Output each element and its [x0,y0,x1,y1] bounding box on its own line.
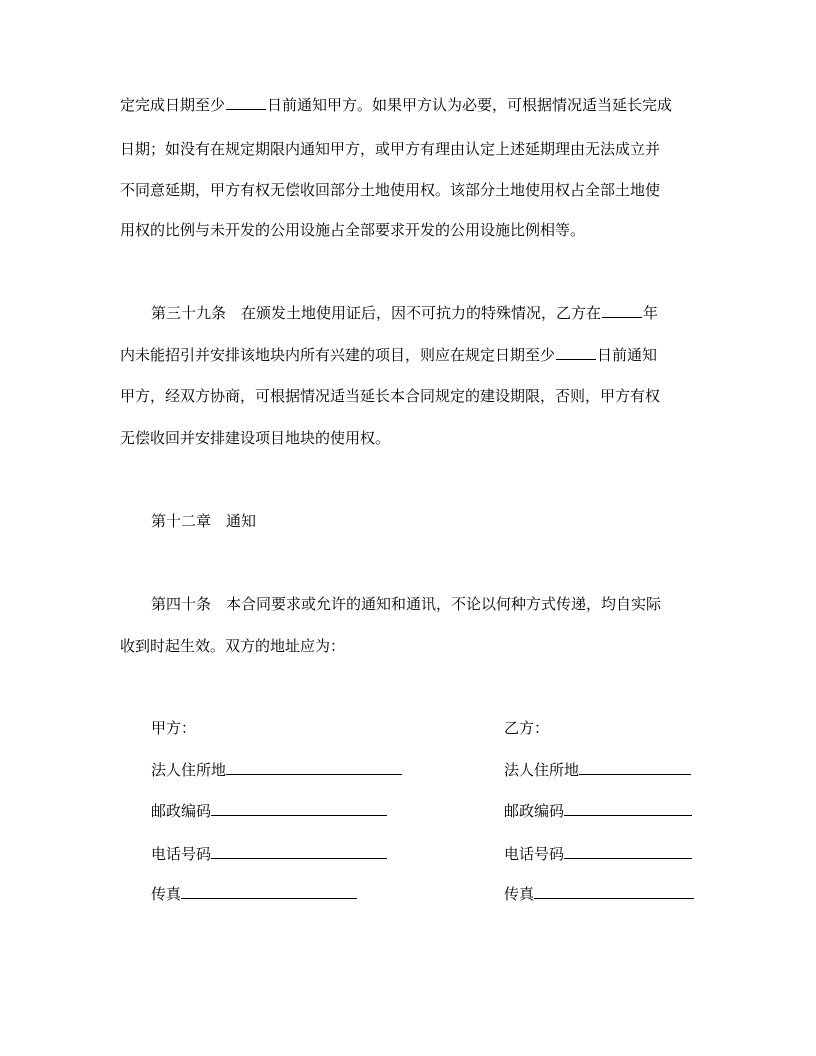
article-40-line: 第四十条 本合同要求或允许的通知和通讯，不论以何种方式传递，均自实际 [151,595,662,613]
postcode-blank [564,801,692,816]
field-label: 电话号码 [504,845,565,863]
postcode-blank [211,801,387,816]
article-39-line: 无偿收回并安排建设项目地块的使用权。 [120,429,391,447]
address-blank [579,760,691,775]
party-b-title: 乙方： [504,719,550,737]
article-39-line [120,345,657,365]
field-label: 邮政编码 [504,802,565,820]
paragraph-line: 日期；如没有在规定期限内通知甲方，或甲方有理由认定上述延期理由无法成立并 [120,140,661,158]
article-39-line: 甲方，经双方协商，可根据情况适当延长本合同规定的建设期限，否则，甲方有权 [120,387,661,405]
party-b-postcode [504,801,692,821]
paragraph-line: 不同意延期，甲方有权无偿收回部分土地使用权。该部分土地使用权占全部土地使 [120,181,661,199]
field-label: 电话号码 [151,845,212,863]
article-39-line [151,303,658,323]
article-text: 日前通知 [597,346,658,364]
fax-blank [534,884,694,899]
article-40-line: 收到时起生效。双方的地址应为： [120,637,346,655]
party-b-address [504,760,691,780]
article-text: 第三十九条 在颁发土地使用证后，因不可抗力的特殊情况，乙方在 [151,304,602,322]
article-text: 内未能招引并安排该地块内所有兴建的项目，则应在规定日期至少 [120,346,556,364]
field-label: 传真 [504,885,535,903]
phone-blank [211,844,387,859]
field-label: 传真 [151,885,182,903]
blank-field [226,95,266,110]
party-b-fax [504,884,694,904]
blank-field [556,345,596,360]
party-a-postcode [151,801,387,821]
phone-blank [564,844,692,859]
paragraph-text: 日前通知甲方。如果甲方认为必要，可根据情况适当延长完成 [267,96,673,114]
fax-blank [181,884,357,899]
paragraph-line [120,95,672,115]
paragraph-line: 用权的比例与未开发的公用设施占全部要求开发的公用设施比例相等。 [120,221,586,239]
party-a-phone [151,844,387,864]
chapter-title: 第十二章 通知 [151,512,257,530]
field-label: 邮政编码 [151,802,212,820]
party-a-address [151,760,402,780]
blank-field [602,303,642,318]
address-blank [226,760,402,775]
party-a-title: 甲方： [151,719,197,737]
party-b-phone [504,844,692,864]
party-a-fax [151,884,357,904]
field-label: 法人住所地 [151,761,227,779]
field-label: 法人住所地 [504,761,580,779]
paragraph-text: 定完成日期至少 [120,96,226,114]
article-text: 年 [643,304,659,322]
